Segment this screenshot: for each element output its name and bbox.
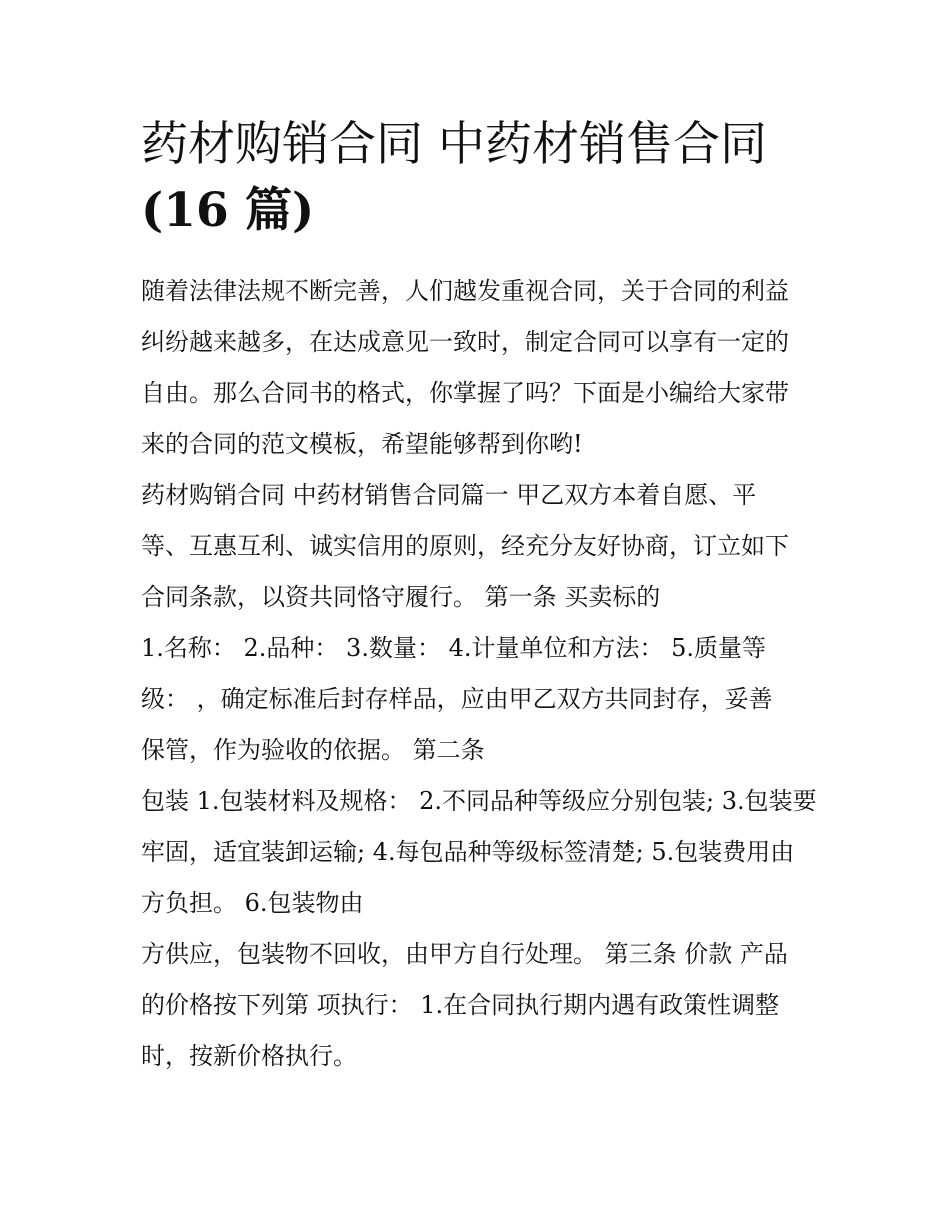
document-body	[141, 266, 817, 1082]
body-line: 来的合同的范文模板，希望能够帮到你哟!	[141, 430, 583, 458]
body-line: 级： ，确定标准后封存样品，应由甲乙双方共同封存，妥善	[141, 685, 773, 713]
body-line: 保管，作为验收的依据。 第二条	[141, 736, 485, 764]
body-line: 的价格按下列第 项执行： 1.在合同执行期内遇有政策性调整	[141, 991, 780, 1019]
body-line: 方负担。 6.包装物由	[141, 889, 364, 917]
body-line: 1.名称： 2.品种： 3.数量： 4.计量单位和方法： 5.质量等	[141, 634, 767, 662]
body-line: 合同条款，以资共同恪守履行。 第一条 买卖标的	[141, 583, 661, 611]
body-line: 自由。那么合同书的格式，你掌握了吗？下面是小编给大家带	[141, 379, 789, 407]
body-line: 等、互惠互利、诚实信用的原则，经充分友好协商，订立如下	[141, 532, 789, 560]
document-page	[141, 112, 817, 1082]
body-line: 方供应，包装物不回收，由甲方自行处理。 第三条 价款 产品	[141, 940, 788, 968]
document-title	[141, 112, 813, 244]
body-line: 随着法律法规不断完善，人们越发重视合同，关于合同的利益	[141, 277, 789, 305]
body-line: 药材购销合同 中药材销售合同篇一 甲乙双方本着自愿、平	[141, 481, 757, 509]
body-line: 纠纷越来越多，在达成意见一致时，制定合同可以享有一定的	[141, 328, 789, 356]
body-line: 包装 1.包装材料及规格： 2.不同品种等级应分别包装; 3.包装要	[141, 787, 817, 815]
body-line: 牢固，适宜装卸运输; 4.每包品种等级标签清楚; 5.包装费用由	[141, 838, 795, 866]
body-line: 时，按新价格执行。	[141, 1042, 357, 1070]
title-line-2: (16 篇)	[141, 183, 315, 238]
title-line-1: 药材购销合同 中药材销售合同	[141, 117, 767, 172]
